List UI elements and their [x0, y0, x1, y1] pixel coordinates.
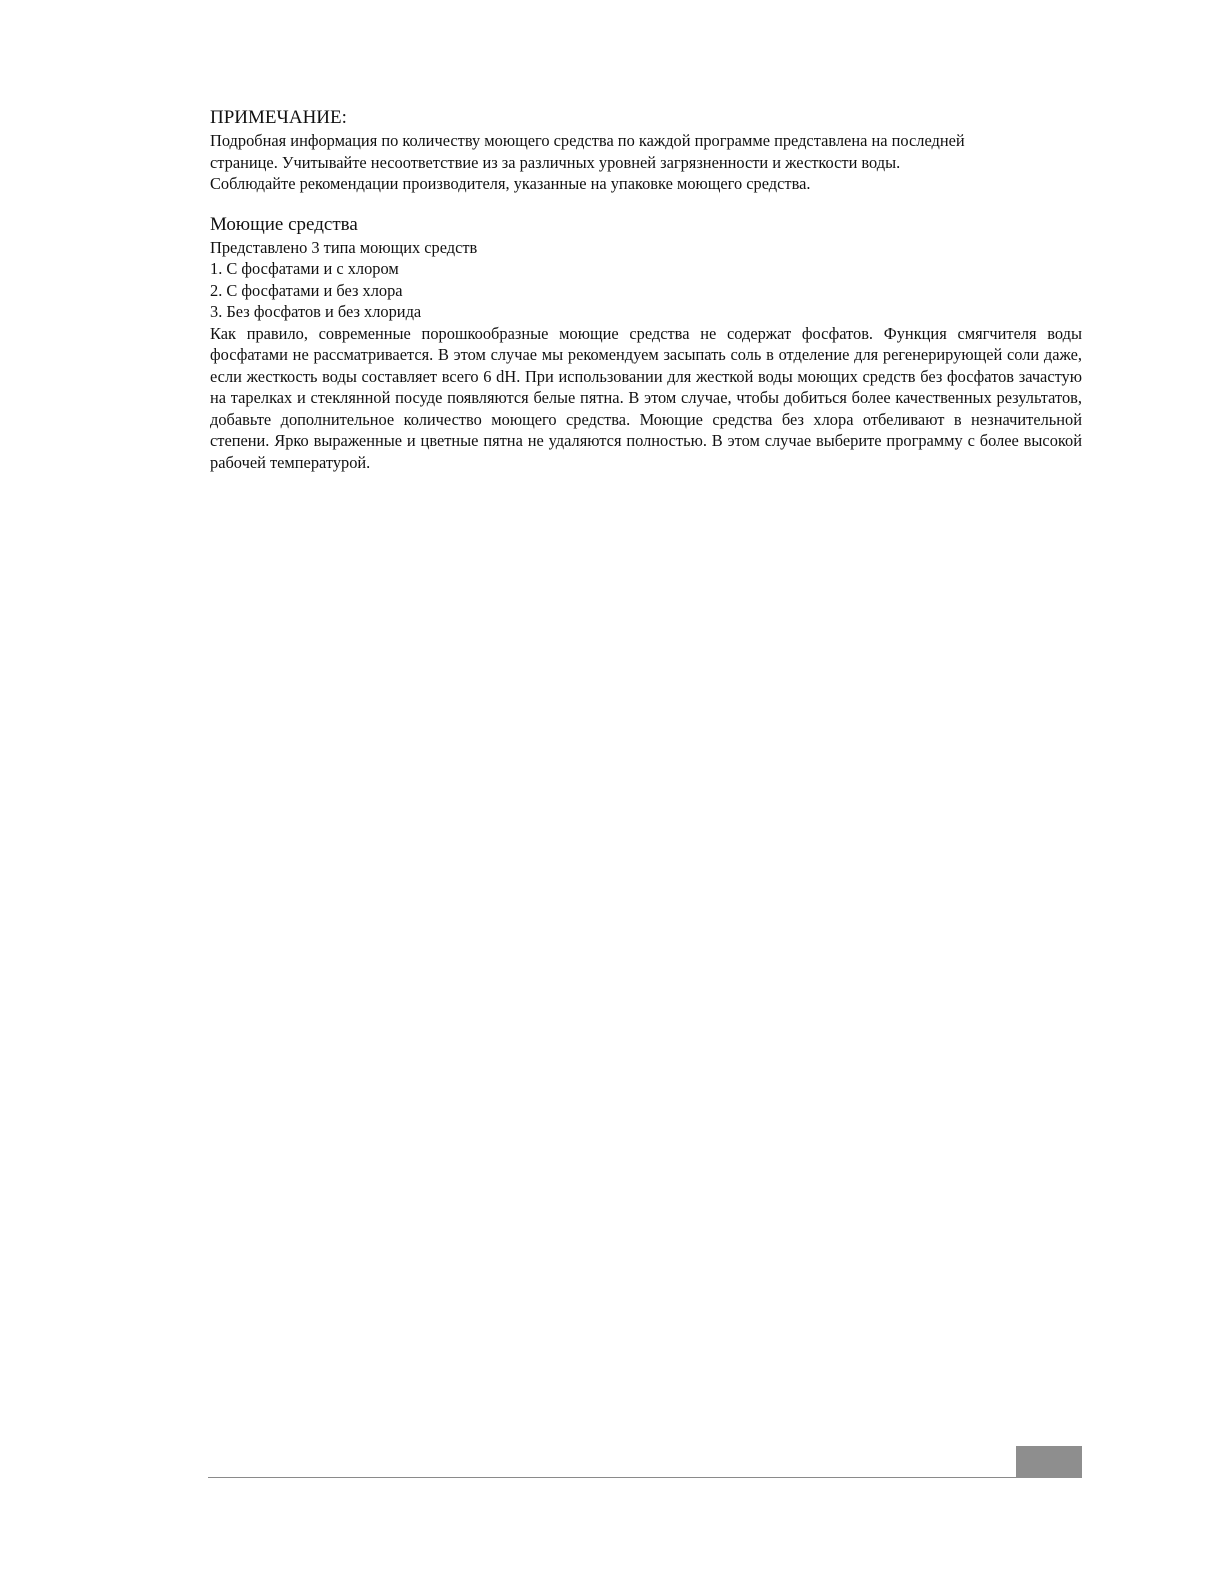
note-line: Соблюдайте рекомендации производителя, указанные на упаковке моющего средства. — [210, 174, 811, 193]
detergent-types-list — [210, 258, 1082, 323]
list-item: 3. Без фосфатов и без хлорида — [210, 302, 422, 321]
list-item: 1. С фосфатами и с хлором — [210, 259, 399, 278]
page-number-box — [1016, 1446, 1082, 1478]
list-item: 2. С фосфатами и без хлора — [210, 280, 403, 300]
note-text — [210, 130, 1082, 195]
note-line: странице. Учитывайте несоответствие из за различных уровней загрязненности и жесткости воды. — [210, 152, 901, 172]
section-gap — [210, 195, 1082, 213]
note-line: Подробная информация по количеству моющего средства по каждой программе представлена на последней — [210, 131, 965, 150]
detergents-section — [210, 213, 1082, 474]
note-heading: ПРИМЕЧАНИЕ: — [210, 107, 347, 128]
detergents-heading: Моющие средства — [210, 213, 358, 235]
detergents-body: Как правило, современные порошкообразные моющие средства не содержат фосфатов. Функция смягчителя воды фосфатами не рассматривается. В этом случае мы рекомендуем засыпать соль в отделение для регенерирующей соли даже, если жесткость воды составляет всего 6 dH. При использовании для жесткой воды моющих средств без фосфатов зачастую на тарелках и стеклянной посуде появляются белые пятна. В этом случае, чтобы добиться более качественных результатов, добавьте дополнительное количество моющего средства. Моющие средства без хлора отбеливают в незначительной степени. Ярко выраженные и цветные пятна не удаляются полностью. В этом случае выберите программу с более высокой рабочей температурой. — [210, 323, 1082, 472]
footer-divider — [208, 1477, 1082, 1478]
detergents-intro: Представлено 3 типа моющих средств — [210, 237, 478, 257]
page-content — [210, 106, 1082, 473]
note-section — [210, 106, 1082, 195]
